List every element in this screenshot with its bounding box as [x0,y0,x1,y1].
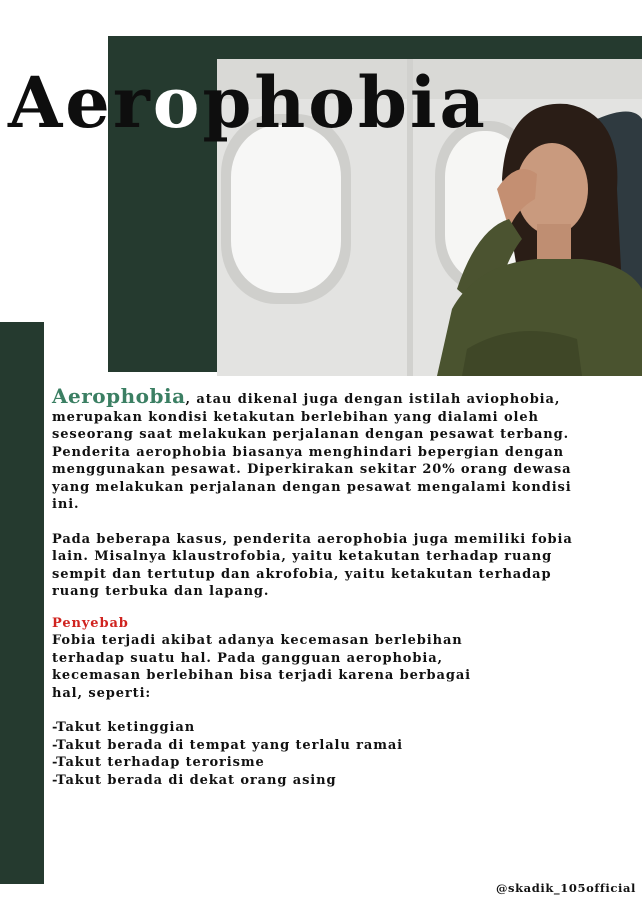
title-part-o: o [152,61,203,144]
cause-text: Fobia terjadi akibat adanya kecemasan berlebihan terhadap suatu hal. Pada gangguan aerophobia, kecemasan berlebihan bisa terjadi karena berbagai hal, seperti: [52,633,471,701]
dark-green-block-left [0,322,44,884]
cause-heading: Penyebab [52,615,129,631]
lead-word: Aerophobia [52,384,186,408]
intro-text: , atau dikenal juga dengan istilah aviophobia, merupakan kondisi ketakutan berlebihan yang dialami oleh seseorang saat melakukan perjalanan dengan pesawat terbang. Penderita aerophobia biasanya menghindari bepergian dengan menggunakan pesawat. Diperkirakan sekitar 20% orang dewasa yang melakukan perjalanan dengan pesawat mengalami kondisi ini. [52,392,572,512]
title-part-phobia: phobia [202,61,488,144]
list-item: -Takut berada di dekat orang asing [52,772,337,788]
list-item: -Takut berada di tempat yang terlalu ramai [52,737,404,753]
cause-list [52,719,600,789]
list-item: -Takut terhadap terorisme [52,755,265,770]
article-body [52,384,600,789]
social-handle: @skadik_105official [495,881,636,895]
title-part-aer: Aer [8,61,153,144]
list-item: -Takut ketinggian [52,720,196,735]
second-paragraph: Pada beberapa kasus, penderita aerophobia juga memiliki fobia lain. Misalnya klaustrofobia, yaitu ketakutan terhadap ruang sempit dan tertutup dan akrofobia, yaitu ketakutan terhadap ruang terbuka dan lapang. [52,531,573,599]
intro-paragraph [52,384,600,514]
page-title [8,58,488,148]
